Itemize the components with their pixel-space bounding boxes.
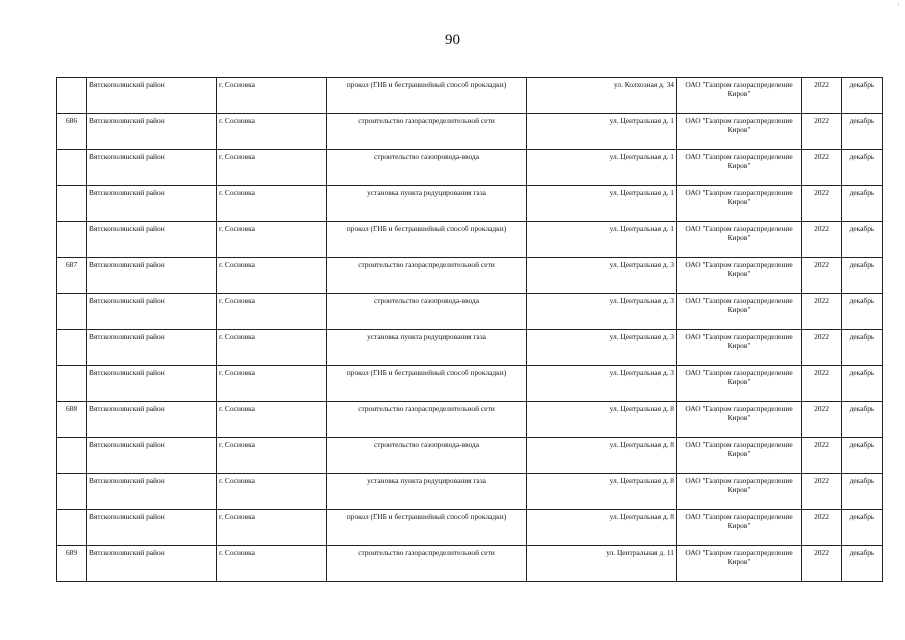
table-row [57,546,883,582]
district-cell: Вятскополянский район [87,294,217,330]
row-number [57,510,87,546]
organization-cell: ОАО "Газпром газораспределение Киров" [677,294,802,330]
table-row [57,474,883,510]
row-number [57,78,87,114]
corner-mark: ʼ [897,2,900,11]
table-row [57,258,883,294]
organization-cell: ОАО "Газпром газораспределение Киров" [677,402,802,438]
town-cell: г. Сосновка [217,150,327,186]
organization-cell: ОАО "Газпром газораспределение Киров" [677,366,802,402]
town-cell: г. Сосновка [217,114,327,150]
address-cell: ул. Центральная д. 3 [527,294,677,330]
organization-cell: ОАО "Газпром газораспределение Киров" [677,78,802,114]
row-number [57,438,87,474]
address-cell: ул. Центральная д. 8 [527,438,677,474]
town-cell: г. Сосновка [217,258,327,294]
town-cell: г. Сосновка [217,222,327,258]
work-cell: прокол (ГНБ и бестраншейный способ прокладки) [327,78,527,114]
year-cell: 2022 [802,78,842,114]
organization-cell: ОАО "Газпром газораспределение Киров" [677,510,802,546]
organization-cell: ОАО "Газпром газораспределение Киров" [677,114,802,150]
year-cell: 2022 [802,366,842,402]
work-cell: строительство газораспределительной сети [327,258,527,294]
table-row [57,186,883,222]
district-cell: Вятскополянский район [87,258,217,294]
work-cell: установка пункта редуцирования газа [327,186,527,222]
month-cell: декабрь [842,546,883,582]
row-number [57,330,87,366]
month-cell: декабрь [842,222,883,258]
town-cell: г. Сосновка [217,546,327,582]
month-cell: декабрь [842,186,883,222]
organization-cell: ОАО "Газпром газораспределение Киров" [677,258,802,294]
table-row [57,366,883,402]
work-cell: прокол (ГНБ и бестраншейный способ прокладки) [327,366,527,402]
month-cell: декабрь [842,510,883,546]
address-cell: ул. Центральная д. 3 [527,258,677,294]
address-cell: ул. Центральная д. 1 [527,150,677,186]
district-cell: Вятскополянский район [87,474,217,510]
work-cell: прокол (ГНБ и бестраншейный способ прокладки) [327,222,527,258]
address-cell: ул. Колхозная д. 34 [527,78,677,114]
address-cell: ул. Центральная д. 8 [527,474,677,510]
year-cell: 2022 [802,546,842,582]
table-row [57,114,883,150]
town-cell: г. Сосновка [217,438,327,474]
district-cell: Вятскополянский район [87,186,217,222]
organization-cell: ОАО "Газпром газораспределение Киров" [677,330,802,366]
gasification-table [56,77,883,582]
table-row [57,510,883,546]
organization-cell: ОАО "Газпром газораспределение Киров" [677,186,802,222]
month-cell: декабрь [842,330,883,366]
month-cell: декабрь [842,150,883,186]
district-cell: Вятскополянский район [87,114,217,150]
address-cell: ул. Центральная д. 1 [527,114,677,150]
page-number: 90 [445,32,460,48]
row-number [57,366,87,402]
organization-cell: ОАО "Газпром газораспределение Киров" [677,150,802,186]
town-cell: г. Сосновка [217,186,327,222]
row-number: 687 [57,258,87,294]
table-row [57,150,883,186]
year-cell: 2022 [802,150,842,186]
table-row [57,330,883,366]
work-cell: строительство газораспределительной сети [327,114,527,150]
month-cell: декабрь [842,438,883,474]
row-number: 686 [57,114,87,150]
address-cell: ул. Центральная д. 11 [527,546,677,582]
row-number [57,222,87,258]
town-cell: г. Сосновка [217,474,327,510]
row-number: 688 [57,402,87,438]
organization-cell: ОАО "Газпром газораспределение Киров" [677,222,802,258]
work-cell: строительство газопровода-ввода [327,294,527,330]
work-cell: строительство газораспределительной сети [327,546,527,582]
address-cell: ул. Центральная д. 8 [527,402,677,438]
organization-cell: ОАО "Газпром газораспределение Киров" [677,438,802,474]
town-cell: г. Сосновка [217,510,327,546]
year-cell: 2022 [802,438,842,474]
year-cell: 2022 [802,330,842,366]
work-cell: установка пункта редуцирования газа [327,330,527,366]
address-cell: ул. Центральная д. 3 [527,330,677,366]
town-cell: г. Сосновка [217,366,327,402]
month-cell: декабрь [842,294,883,330]
year-cell: 2022 [802,294,842,330]
district-cell: Вятскополянский район [87,402,217,438]
month-cell: декабрь [842,114,883,150]
work-cell: строительство газопровода-ввода [327,438,527,474]
month-cell: декабрь [842,474,883,510]
year-cell: 2022 [802,258,842,294]
row-number [57,294,87,330]
district-cell: Вятскополянский район [87,366,217,402]
district-cell: Вятскополянский район [87,78,217,114]
town-cell: г. Сосновка [217,294,327,330]
district-cell: Вятскополянский район [87,222,217,258]
year-cell: 2022 [802,114,842,150]
month-cell: декабрь [842,366,883,402]
town-cell: г. Сосновка [217,402,327,438]
town-cell: г. Сосновка [217,330,327,366]
district-cell: Вятскополянский район [87,150,217,186]
table-row [57,402,883,438]
address-cell: ул. Центральная д. 1 [527,186,677,222]
month-cell: декабрь [842,258,883,294]
table-row [57,438,883,474]
work-cell: строительство газопровода-ввода [327,150,527,186]
row-number [57,186,87,222]
month-cell: декабрь [842,402,883,438]
year-cell: 2022 [802,186,842,222]
table-row [57,78,883,114]
address-cell: ул. Центральная д. 1 [527,222,677,258]
row-number: 689 [57,546,87,582]
year-cell: 2022 [802,510,842,546]
work-cell: строительство газораспределительной сети [327,402,527,438]
address-cell: ул. Центральная д. 3 [527,366,677,402]
organization-cell: ОАО "Газпром газораспределение Киров" [677,546,802,582]
table-row [57,294,883,330]
town-cell: г. Сосновка [217,78,327,114]
year-cell: 2022 [802,402,842,438]
row-number [57,150,87,186]
month-cell: декабрь [842,78,883,114]
work-cell: прокол (ГНБ и бестраншейный способ прокладки) [327,510,527,546]
table-row [57,222,883,258]
district-cell: Вятскополянский район [87,510,217,546]
district-cell: Вятскополянский район [87,330,217,366]
organization-cell: ОАО "Газпром газораспределение Киров" [677,474,802,510]
work-cell: установка пункта редуцирования газа [327,474,527,510]
year-cell: 2022 [802,474,842,510]
address-cell: ул. Центральная д. 8 [527,510,677,546]
district-cell: Вятскополянский район [87,546,217,582]
row-number [57,474,87,510]
year-cell: 2022 [802,222,842,258]
district-cell: Вятскополянский район [87,438,217,474]
